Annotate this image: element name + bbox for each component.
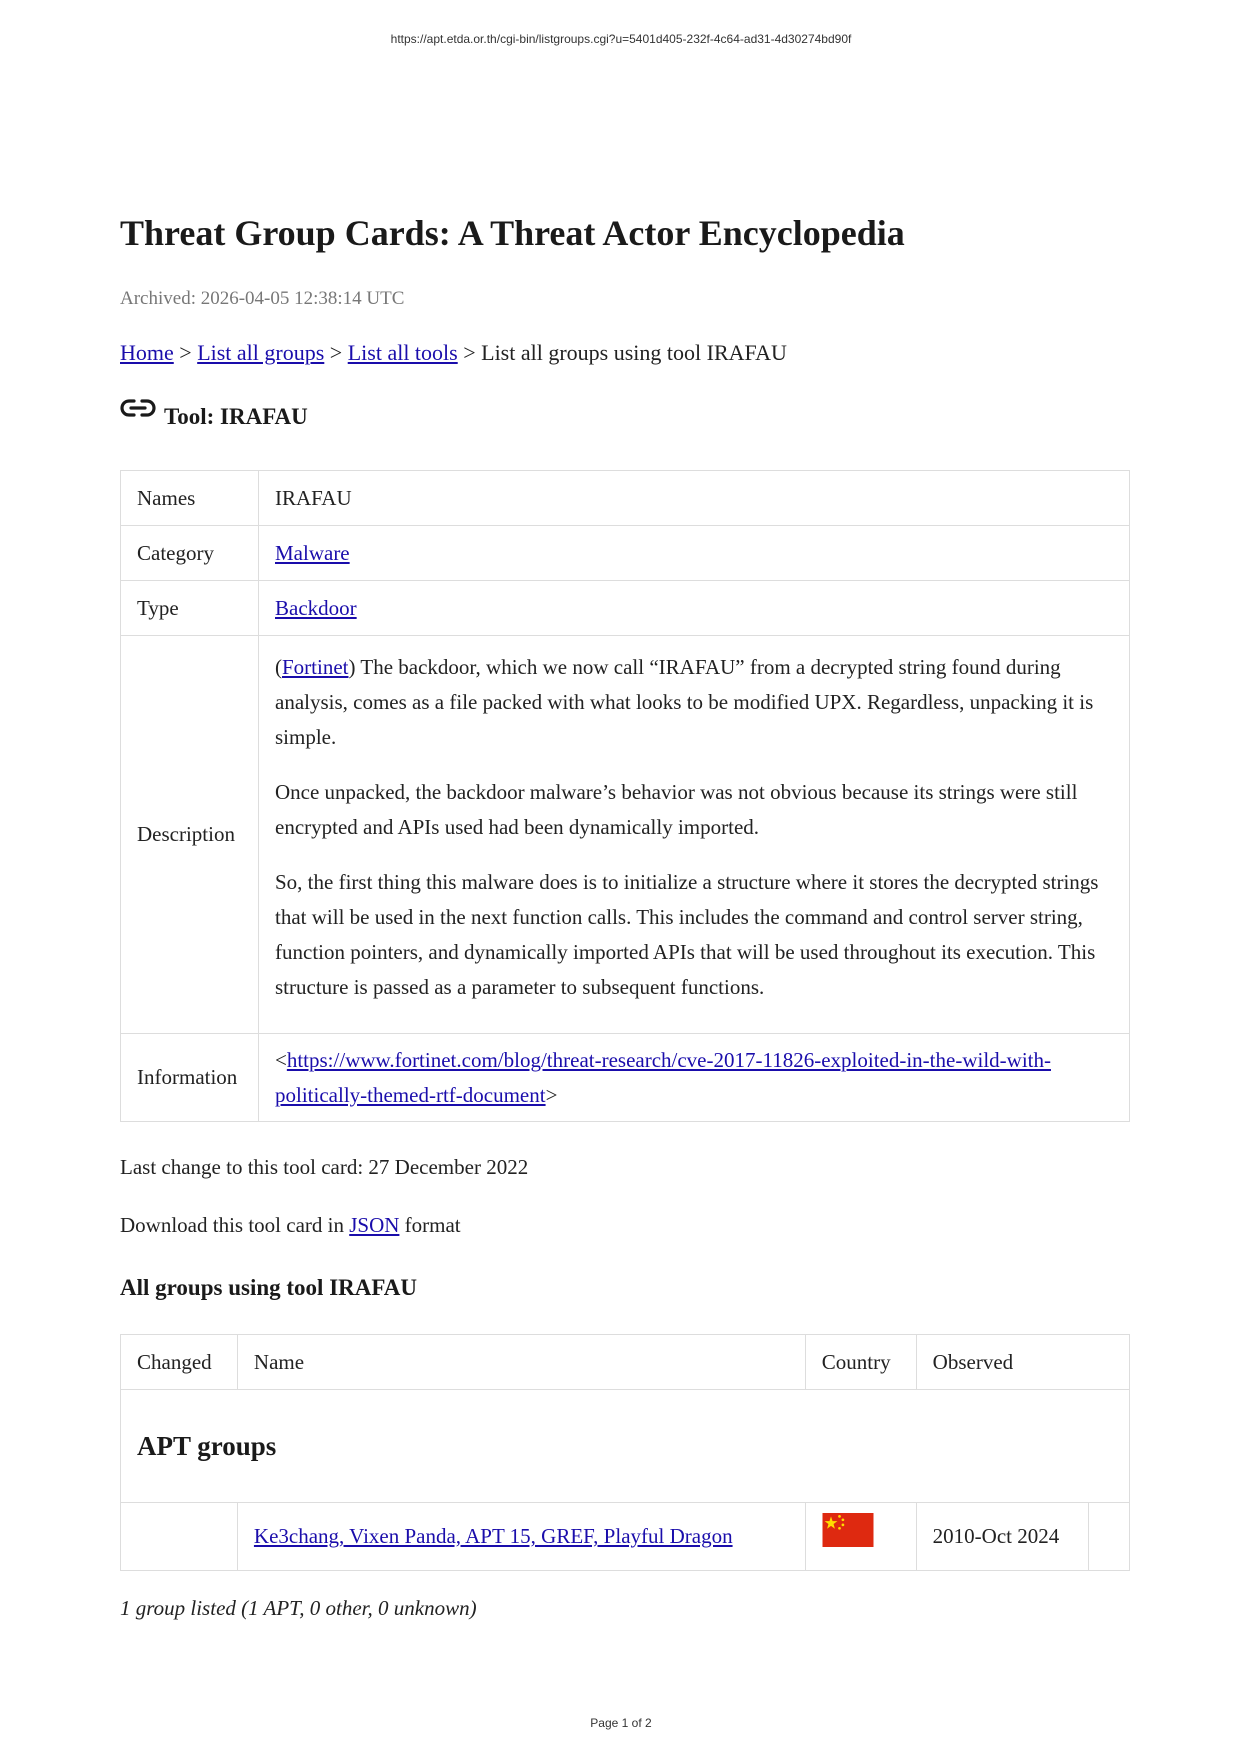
groups-header-row: [121, 1335, 1130, 1390]
archived-date: Archived: 2026-04-05 12:38:14 UTC: [120, 288, 405, 309]
page-title: Threat Group Cards: A Threat Actor Encyclopedia: [120, 213, 905, 253]
json-download-link[interactable]: JSON: [349, 1213, 400, 1237]
type-cell: [259, 581, 1130, 636]
groups-table: [120, 1334, 1130, 1571]
apt-groups-title: APT groups: [121, 1390, 1130, 1503]
download-prefix: Download this tool card in: [120, 1213, 350, 1237]
tool-heading: [120, 404, 308, 430]
groups-summary: 1 group listed (1 APT, 0 other, 0 unknown): [120, 1596, 477, 1620]
description-row: [121, 636, 1130, 1034]
breadcrumb: [120, 340, 787, 366]
description-label: Description: [121, 636, 259, 1034]
breadcrumb-separator: >: [173, 340, 198, 365]
row-extra-cell: [1089, 1503, 1130, 1571]
category-cell: [259, 526, 1130, 581]
information-cell: [259, 1034, 1130, 1122]
col-observed: Observed: [916, 1335, 1129, 1390]
breadcrumb-current: > List all groups using tool IRAFAU: [457, 340, 787, 365]
tool-info-table: [120, 470, 1130, 1122]
angle-close: >: [545, 1082, 558, 1107]
type-row: [121, 581, 1130, 636]
apt-section-row: [121, 1390, 1130, 1503]
last-change: Last change to this tool card: 27 December 2022: [120, 1155, 529, 1179]
col-changed: Changed: [121, 1335, 238, 1390]
page-number: Page 1 of 2: [590, 1716, 652, 1730]
information-label: Information: [121, 1034, 259, 1122]
description-paragraph: Once unpacked, the backdoor malware’s behavior was not obvious because its strings were still encrypted and APIs used had been dynamically imported.: [275, 780, 1078, 839]
category-link[interactable]: Malware: [275, 540, 350, 565]
breadcrumb-separator: >: [324, 340, 348, 365]
groups-heading: All groups using tool IRAFAU: [120, 1275, 417, 1300]
tool-heading-text: Tool: IRAFAU: [164, 404, 308, 429]
row-country: [805, 1503, 916, 1571]
information-row: [121, 1034, 1130, 1122]
fortinet-source-link[interactable]: Fortinet: [282, 655, 349, 679]
description-paragraph: So, the first thing this malware does is to initialize a structure where it stores the decrypted strings that will be used in the next function calls. This includes the command and control server string, function pointers, and dynamically imported APIs that will be used throughout its execution. This structure is passed as a parameter to subsequent functions.: [275, 870, 1099, 999]
row-observed: 2010-Oct 2024: [916, 1503, 1088, 1571]
names-value: IRAFAU: [259, 471, 1130, 526]
type-link[interactable]: Backdoor: [275, 595, 357, 620]
names-label: Names: [121, 471, 259, 526]
breadcrumb-home-link[interactable]: Home: [120, 340, 174, 365]
link-icon: [120, 395, 156, 421]
description-text: ) The backdoor, which we now call “IRAFAU” from a decrypted string found during analysis, comes as a file packed with what looks to be modified UPX. Regardless, unpacking it is simple.: [275, 655, 1094, 749]
table-row: [121, 1503, 1130, 1571]
names-row: [121, 471, 1130, 526]
angle-open: <: [275, 1047, 287, 1072]
description-paragraph: [275, 650, 1113, 755]
row-changed: [121, 1503, 238, 1571]
col-country: Country: [805, 1335, 916, 1390]
category-row: [121, 526, 1130, 581]
breadcrumb-tools-link[interactable]: List all tools: [347, 340, 458, 365]
col-name: Name: [237, 1335, 805, 1390]
breadcrumb-groups-link[interactable]: List all groups: [197, 340, 325, 365]
type-label: Type: [121, 581, 259, 636]
download-suffix: format: [399, 1213, 461, 1237]
information-link[interactable]: https://www.fortinet.com/blog/threat-research/cve-2017-11826-exploited-in-the-wild-with-politically-themed-rtf-document: [275, 1047, 1051, 1107]
open-paren: (: [275, 655, 282, 679]
page-url: https://apt.etda.or.th/cgi-bin/listgroups.cgi?u=5401d405-232f-4c64-ad31-4d30274bd90f: [390, 32, 852, 46]
download-line: [120, 1213, 461, 1238]
category-label: Category: [121, 526, 259, 581]
group-link[interactable]: Ke3chang, Vixen Panda, APT 15, GREF, Playful Dragon: [253, 1524, 733, 1548]
china-flag-icon: [822, 1513, 874, 1547]
row-name-cell: [237, 1503, 805, 1571]
description-cell: [259, 636, 1130, 1034]
